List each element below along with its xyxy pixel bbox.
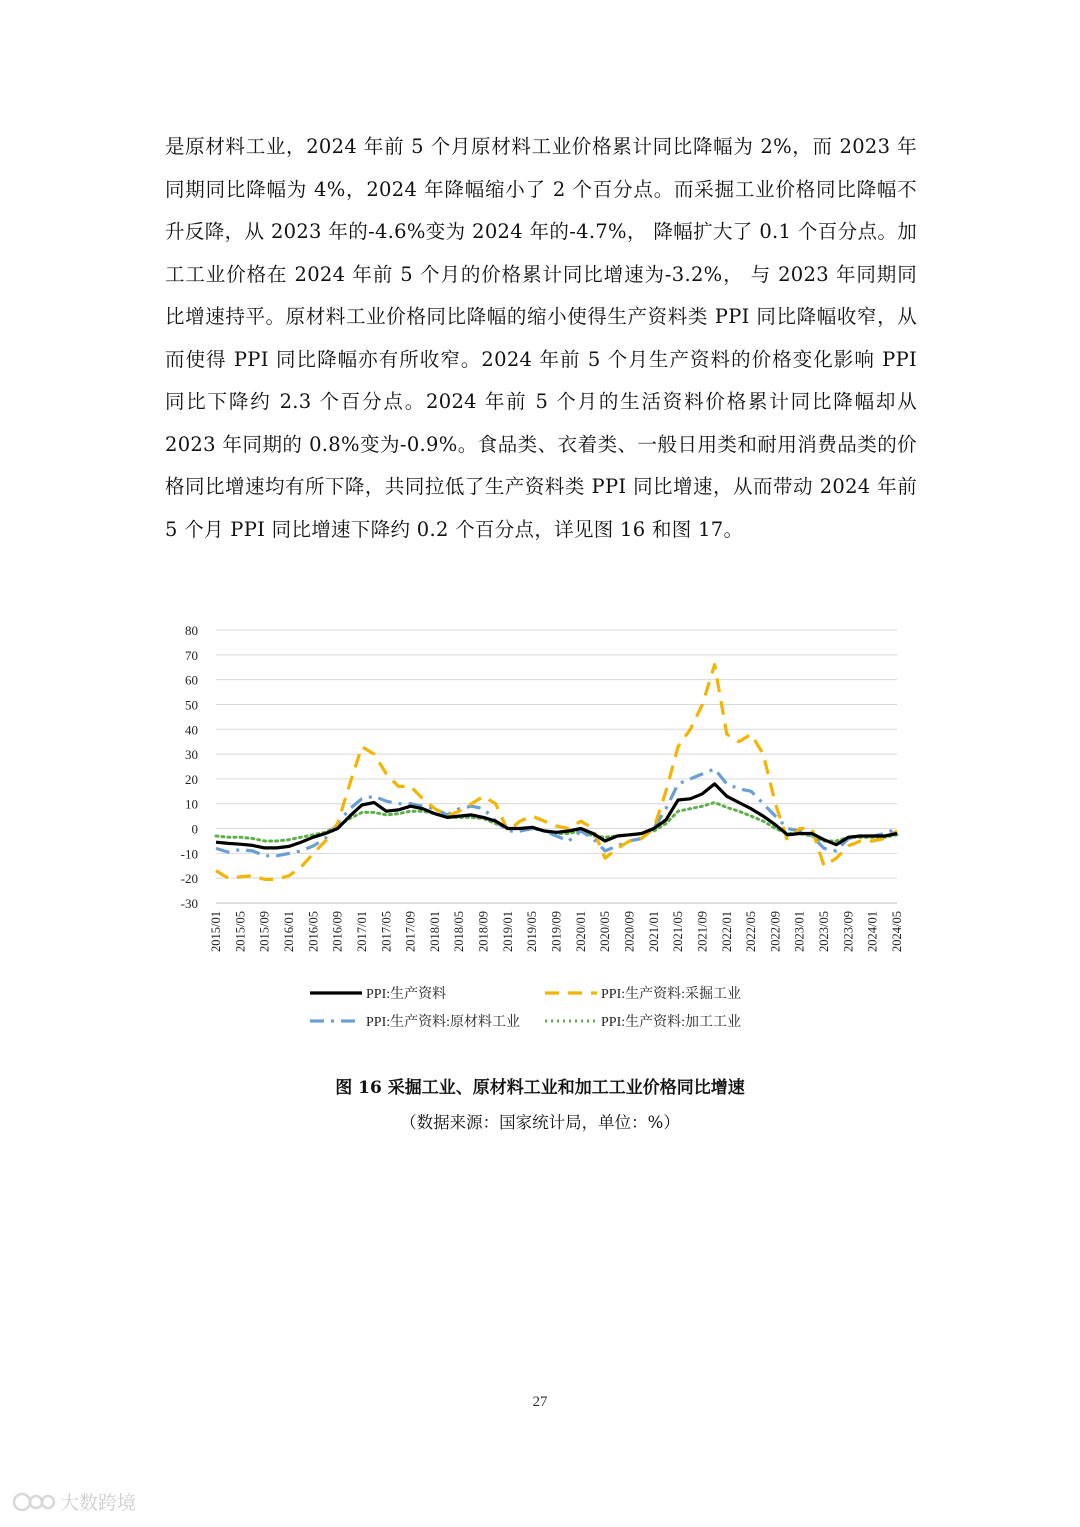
- series-line: [216, 665, 897, 880]
- x-tick-label: 2018/05: [452, 911, 467, 952]
- x-tick-label: 2022/09: [768, 911, 783, 952]
- figure-source: （数据来源：国家统计局，单位：%）: [400, 1113, 680, 1132]
- y-tick-label: -30: [180, 896, 198, 911]
- y-tick-label: -20: [180, 871, 198, 887]
- x-tick-label: 2021/09: [695, 911, 710, 952]
- x-tick-label: 2019/09: [549, 911, 564, 952]
- x-tick-label: 2015/01: [209, 911, 223, 952]
- x-tick-label: 2016/09: [330, 911, 345, 952]
- y-tick-label: 80: [185, 623, 198, 638]
- legend-label: PPI:生产资料:原材料工业: [366, 1015, 521, 1030]
- watermark-logo-icon: [12, 1489, 56, 1515]
- y-tick-label: 50: [185, 697, 198, 713]
- x-tick-label: 2022/01: [719, 911, 734, 952]
- legend-label: PPI:生产资料:加工工业: [601, 1015, 742, 1030]
- y-tick-label: -10: [180, 846, 198, 862]
- x-tick-label: 2018/01: [427, 911, 442, 952]
- x-tick-label: 2015/09: [257, 911, 272, 952]
- x-tick-label: 2018/09: [476, 911, 491, 952]
- x-tick-label: 2021/01: [646, 911, 661, 952]
- y-tick-label: 40: [185, 722, 198, 738]
- legend-label: PPI:生产资料:采掘工业: [601, 987, 742, 1002]
- x-tick-label: 2024/05: [890, 911, 904, 952]
- x-tick-label: 2020/01: [573, 911, 588, 952]
- x-tick-label: 2020/05: [598, 911, 613, 952]
- series-line: [216, 784, 897, 848]
- y-tick-label: 30: [185, 747, 198, 763]
- y-tick-label: 10: [185, 796, 198, 812]
- body-paragraph: 是原材料工业，2024 年前 5 个月原材料工业价格累计同比降幅为 2%，而 2023 年同期同比降幅为 4%，2024 年降幅缩小了 2 个百分点。而采掘工业价格同比降幅不升反降，从 2023 年的-4.6%变为 2024 年的-4.7%， 降幅扩大了 0.1 个百分点。加工工业价格在 2024 年前 5 个月的价格累计同比增速为-3.2%， 与 2023 年同期同比增速持平。原材料工业价格同比降幅的缩小使得生产资料类 PPI 同比降幅收窄，从而使得 PPI 同比降幅亦有所收窄。2024 年前 5 个月生产资料的价格变化影响 PPI 同比下降约 2.3 个百分点。2024 年前 5 个月的生活资料价格累计同比降幅却从 2023 年同期的 0.8%变为-0.9%。食品类、衣着类、一般日用类和耐用消费品类的价格同比增速均有所下降，共同拉低了生产资料类 PPI 同比增速，从而带动 2024 年前 5 个月 PPI 同比增速下降约 0.2 个百分点，详见图 16 和图 17。: [165, 135, 917, 541]
- x-tick-label: 2024/01: [865, 911, 880, 952]
- x-tick-label: 2023/01: [792, 911, 807, 952]
- ppi-line-chart: [160, 615, 920, 1045]
- y-tick-label: 60: [185, 672, 198, 688]
- x-tick-label: 2019/05: [525, 911, 540, 952]
- x-tick-label: 2020/09: [622, 911, 637, 952]
- x-tick-label: 2019/01: [500, 911, 515, 952]
- figure-caption: 图 16 采掘工业、原材料工业和加工工业价格同比增速: [335, 1078, 745, 1098]
- page-number: 27: [532, 1394, 548, 1410]
- legend-label: PPI:生产资料: [366, 987, 447, 1002]
- x-tick-label: 2017/05: [379, 911, 394, 952]
- y-tick-label: 70: [185, 647, 198, 663]
- x-tick-label: 2016/05: [306, 911, 321, 952]
- watermark-text: 大数跨境: [60, 1492, 137, 1514]
- watermark: [12, 1488, 136, 1515]
- x-tick-label: 2022/05: [744, 911, 759, 952]
- y-tick-label: 20: [185, 771, 198, 787]
- x-tick-label: 2016/01: [281, 911, 296, 952]
- x-tick-label: 2021/05: [671, 911, 686, 952]
- x-tick-label: 2017/09: [403, 911, 418, 952]
- series-line: [216, 769, 897, 856]
- y-tick-label: 0: [191, 821, 198, 837]
- x-tick-label: 2015/05: [233, 911, 248, 952]
- x-tick-label: 2023/05: [817, 911, 832, 952]
- x-tick-label: 2023/09: [841, 911, 856, 952]
- x-tick-label: 2017/01: [354, 911, 369, 952]
